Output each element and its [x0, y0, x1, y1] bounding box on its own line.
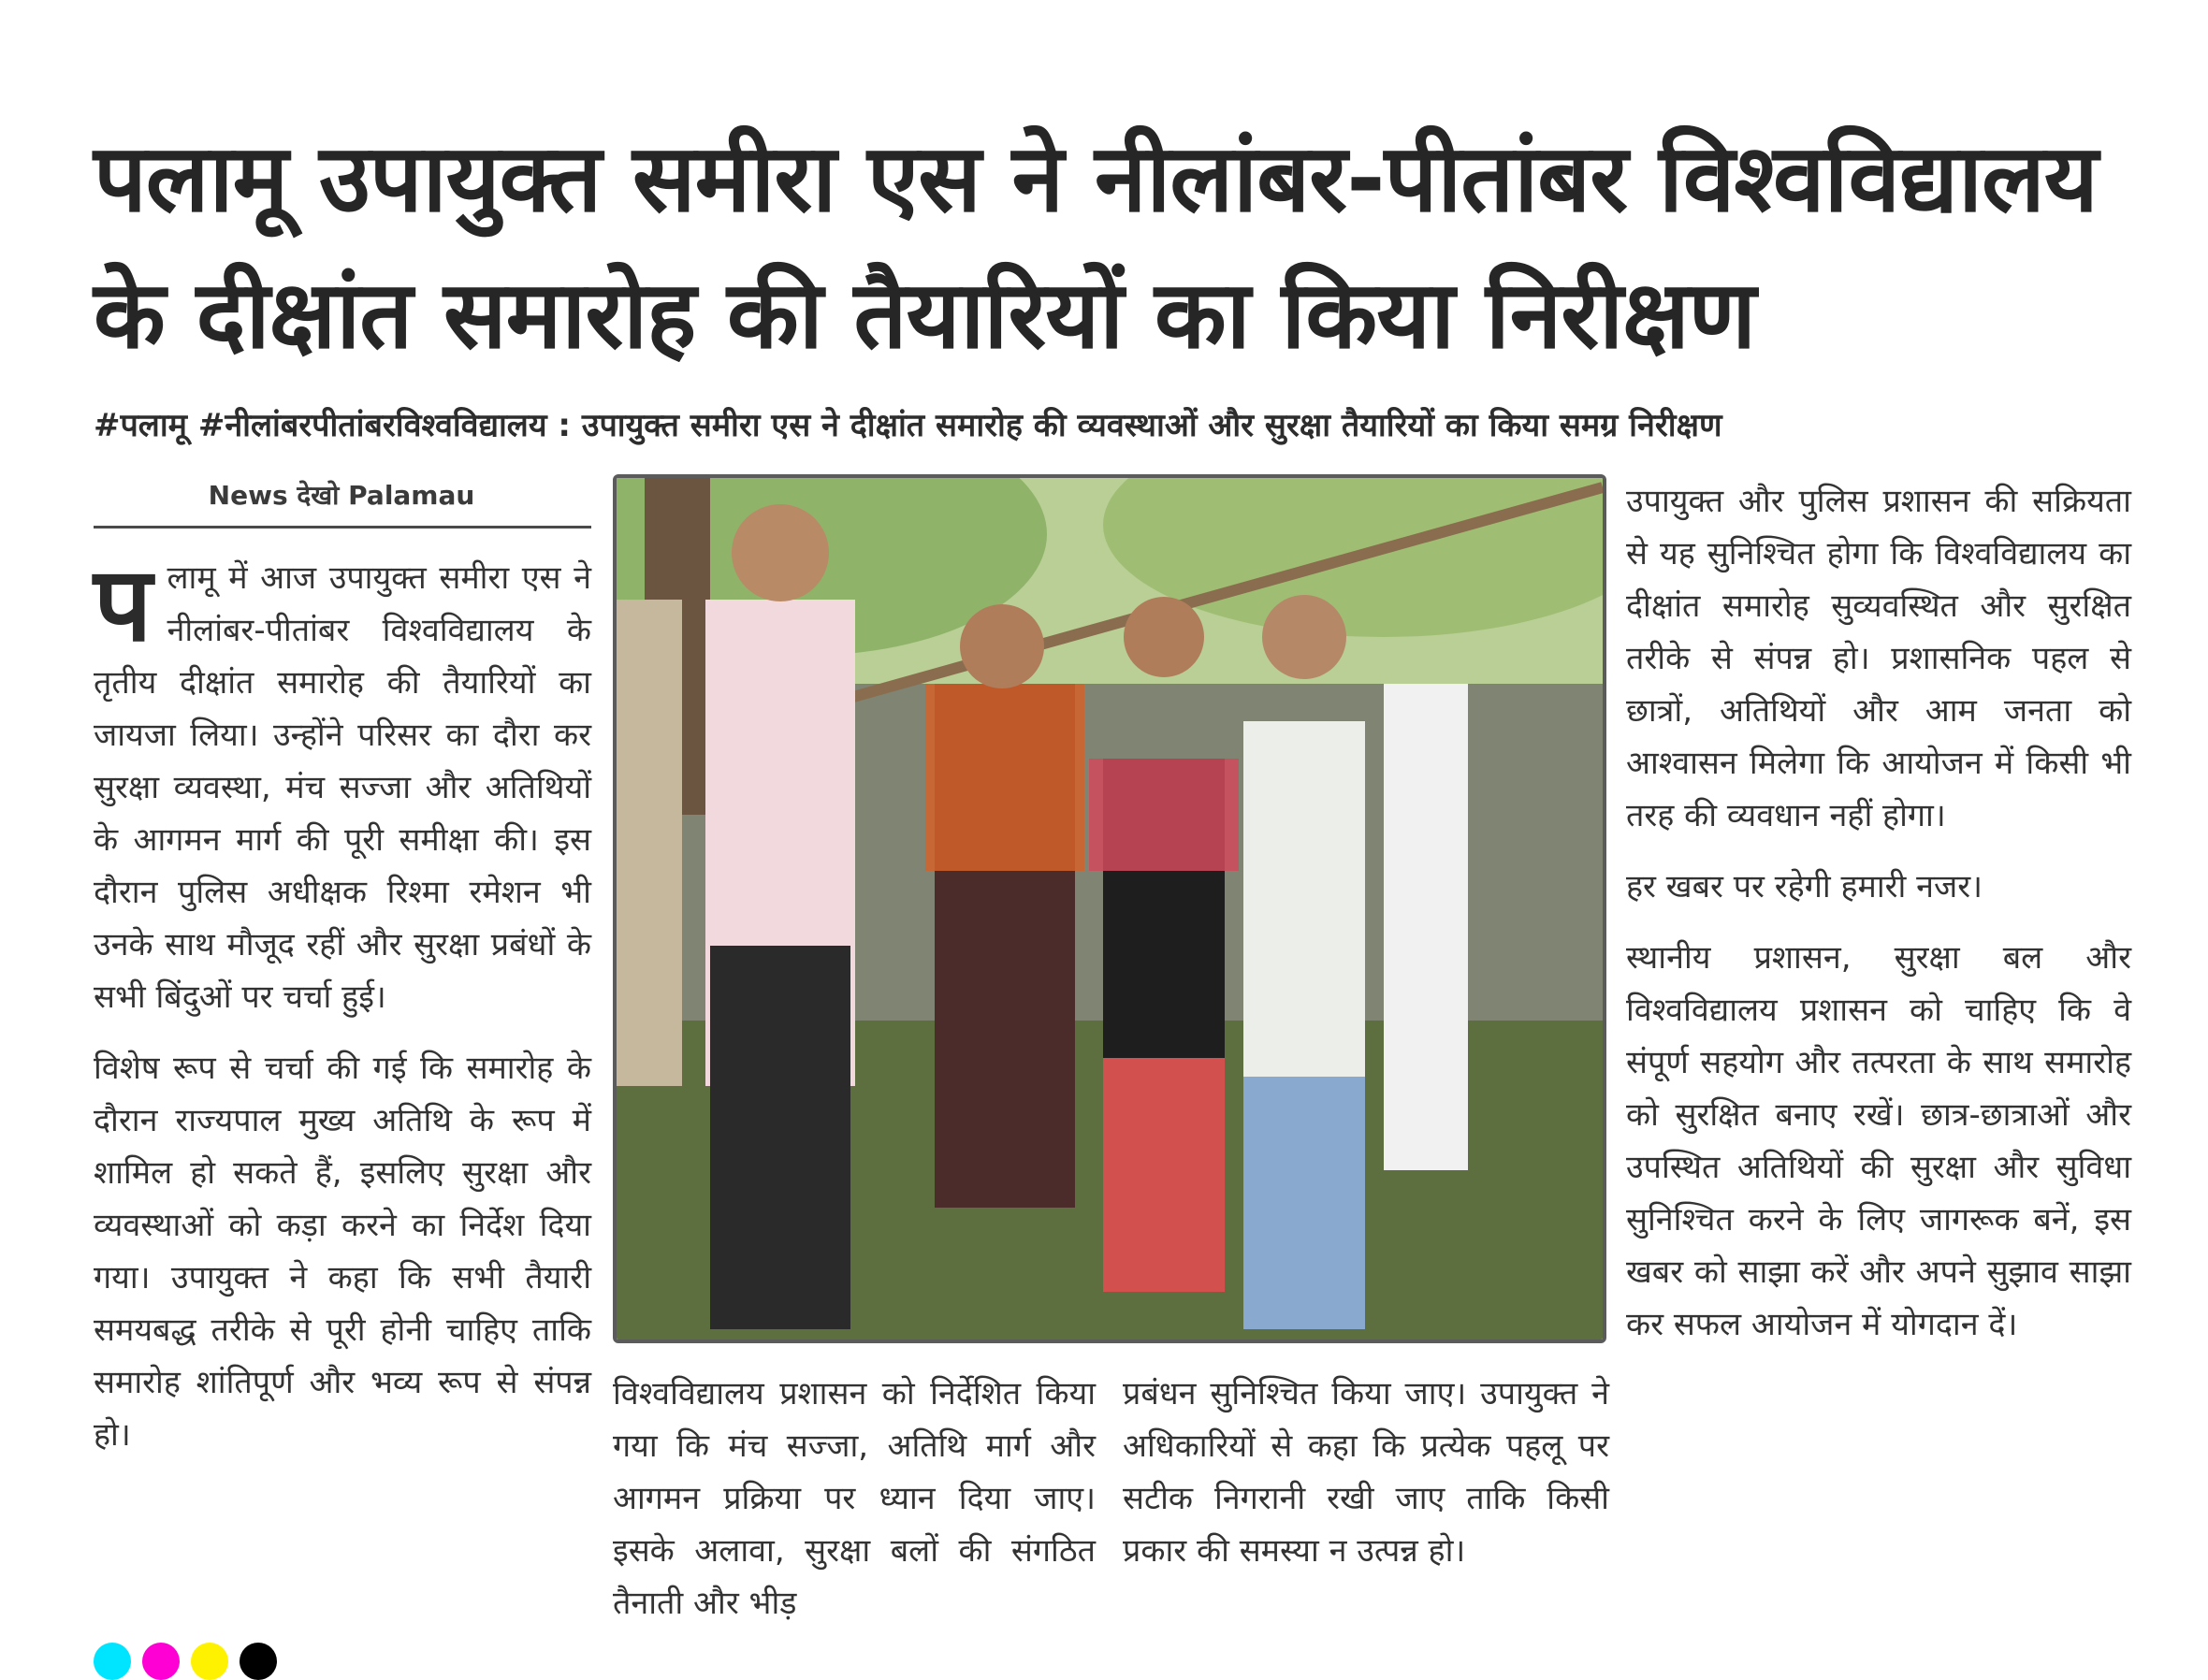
article-paragraph-1: [94, 544, 591, 1023]
headline-line-2: के दीक्षांत समारोह की तैयारियों का किया निरीक्षण: [94, 260, 1756, 369]
registration-dot-yellow: [191, 1643, 228, 1680]
article-paragraph-7: स्थानीय प्रशासन, सुरक्षा बल और विश्वविद्यालय प्रशासन को चाहिए कि वे संपूर्ण सहयोग और तत्परता के साथ समारोह को सुरक्षित बनाए रखें। छात्र-छात्राओं और उपस्थित अतिथियों की सुरक्षा और सुविधा सुनिश्चित करने के लिए जागरूक बनें, इस खबर को साझा करें और अपने सुझाव साझा कर सफल आयोजन में योगदान दें।: [1626, 939, 2131, 1343]
registration-dot-magenta: [142, 1643, 180, 1680]
article-column-4: [1123, 1368, 1609, 1596]
headline: [94, 110, 2133, 384]
article-column-5: [1626, 475, 2131, 1369]
registration-marks: [94, 1643, 277, 1680]
registration-dot-cyan: [94, 1643, 131, 1680]
subheadline: #पलामू #नीलांबरपीतांबरविश्वविद्यालय : उपायुक्त समीरा एस ने दीक्षांत समारोह की व्यवस्थाओं और सुरक्षा तैयारियों का किया समग्र निरीक्षण: [94, 407, 1722, 444]
article-paragraph-4: प्रबंधन सुनिश्चित किया जाए। उपायुक्त ने अधिकारियों से कहा कि प्रत्येक पहलू पर सटीक निगरानी रखी जाए ताकि किसी प्रकार की समस्या न उत्पन्न हो।: [1123, 1375, 1609, 1570]
article-paragraph-3: विश्वविद्यालय प्रशासन को निर्देशित किया गया कि मंच सज्जा, अतिथि मार्ग और आगमन प्रक्रिया पर ध्यान दिया जाए। इसके अलावा, सुरक्षा बलों की संगठित तैनाती और भीड़: [613, 1375, 1096, 1622]
photo-illustration: [617, 478, 1603, 1340]
article-paragraph-5: उपायुक्त और पुलिस प्रशासन की सक्रियता से यह सुनिश्चित होगा कि विश्वविद्यालय का दीक्षांत समारोह सुव्यवस्थित और सुरक्षित तरीके से संपन्न हो। प्रशासनिक पहल से छात्रों, अतिथियों और आम जनता को आश्वासन मिलेगा कि आयोजन में किसी भी तरह की व्यवधान नहीं होगा।: [1626, 483, 2131, 834]
article-paragraph-6: हर खबर पर रहेगी हमारी नजर।: [1626, 868, 1983, 905]
article-column-3: [613, 1368, 1096, 1648]
paragraph-1-text: लामू में आज उपायुक्त समीरा एस ने नीलांबर-पीतांबर विश्वविद्यालय के तृतीय दीक्षांत समारोह की तैयारियों का जायजा लिया। उन्होंने परिसर का दौरा कर सुरक्षा व्यवस्था, मंच सज्जा और अतिथियों के आगमन मार्ग की पूरी समीक्षा की। इस दौरान पुलिस अधीक्षक रिश्मा रमेशन भी उनके साथ मौजूद रहीं और सुरक्षा प्रबंधों के सभी बिंदुओं पर चर्चा हुई।: [94, 559, 591, 1016]
headline-line-1: पलामू उपायुक्त समीरा एस ने नीलांबर-पीतांबर विश्वविद्यालय: [94, 123, 2098, 233]
byline: News देखो Palamau: [208, 480, 475, 511]
drop-cap: प: [94, 544, 153, 664]
article-column-1: [94, 544, 591, 1480]
news-photo: [613, 474, 1606, 1343]
article-paragraph-2: विशेष रूप से चर्चा की गई कि समारोह के दौरान राज्यपाल मुख्य अतिथि के रूप में शामिल हो सकते हैं, इसलिए सुरक्षा और व्यवस्थाओं को कड़ा करने का निर्देश दिया गया। उपायुक्त ने कहा कि सभी तैयारी समयबद्ध तरीके से पूरी होनी चाहिए ताकि समारोह शांतिपूर्ण और भव्य रूप से संपन्न हो।: [94, 1050, 591, 1454]
registration-dot-black: [240, 1643, 277, 1680]
byline-divider: [94, 526, 591, 529]
